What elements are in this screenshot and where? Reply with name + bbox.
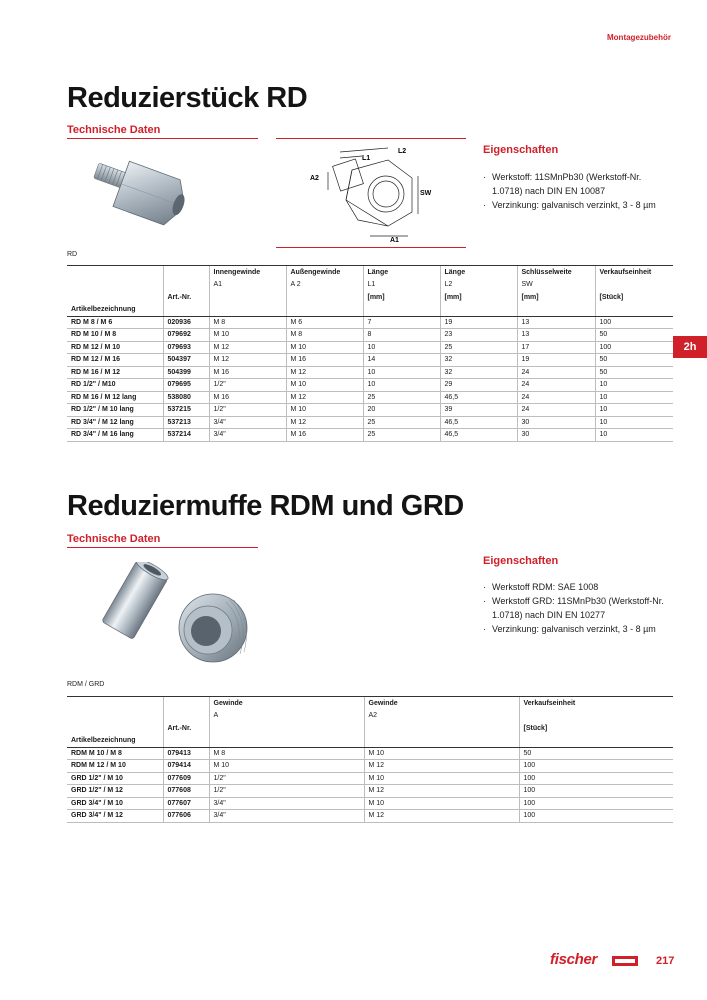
th-artikelbezeichnung: Artikelbezeichnung bbox=[67, 304, 163, 317]
drawing-label-a1: A1 bbox=[390, 237, 399, 244]
table-row bbox=[67, 404, 673, 417]
table-cell: 8 bbox=[363, 329, 440, 342]
section2-eigenschaften-title: Eigenschaften bbox=[483, 555, 559, 567]
table-cell: M 12 bbox=[286, 366, 363, 379]
page-category: Montagezubehör bbox=[607, 33, 671, 42]
section2-eigenschaften-list bbox=[483, 580, 673, 636]
fischer-logo-mark-icon bbox=[612, 956, 638, 966]
cell-artikel: RD M 10 / M 8 bbox=[67, 329, 163, 342]
cell-artikel: RD 1/2" / M 10 lang bbox=[67, 404, 163, 417]
table-cell: 17 bbox=[517, 341, 595, 354]
table-cell: M 6 bbox=[286, 316, 363, 329]
table-row bbox=[67, 810, 673, 823]
table-row bbox=[67, 416, 673, 429]
section1-subtitle-rule bbox=[67, 138, 258, 139]
eigenschaft-item: · Verzinkung: galvanisch verzinkt, 3 - 8 µm bbox=[483, 198, 673, 212]
th-gewinde-a: Gewinde bbox=[209, 697, 364, 710]
table-cell: 50 bbox=[595, 366, 673, 379]
cell-art-nr: 537214 bbox=[163, 429, 209, 442]
eigenschaft-item: · Verzinkung: galvanisch verzinkt, 3 - 8 µm bbox=[483, 622, 673, 636]
cell-art-nr: 079693 bbox=[163, 341, 209, 354]
table-cell: M 12 bbox=[364, 760, 519, 773]
table-cell: 25 bbox=[440, 341, 517, 354]
cell-art-nr: 537213 bbox=[163, 416, 209, 429]
table-cell: M 8 bbox=[209, 747, 364, 760]
table-cell: 50 bbox=[595, 354, 673, 367]
section2-subtitle: Technische Daten bbox=[67, 533, 161, 545]
table-cell: M 10 bbox=[286, 341, 363, 354]
rdm-grd-product-photo bbox=[96, 562, 256, 670]
table-cell: 20 bbox=[363, 404, 440, 417]
th-symbol: A1 bbox=[209, 279, 286, 292]
table-cell: 1/2" bbox=[209, 772, 364, 785]
table2-header-row bbox=[67, 697, 673, 710]
section1-caption: RD bbox=[67, 251, 78, 258]
table-cell: 1/2" bbox=[209, 785, 364, 798]
table-cell: 3/4" bbox=[209, 416, 286, 429]
table-cell: M 12 bbox=[364, 785, 519, 798]
table-row bbox=[67, 747, 673, 760]
table-cell: 100 bbox=[519, 810, 673, 823]
table-cell: 32 bbox=[440, 354, 517, 367]
table-cell: 24 bbox=[517, 366, 595, 379]
table-row bbox=[67, 797, 673, 810]
table2-header-row bbox=[67, 722, 673, 735]
section2-subtitle-rule bbox=[67, 547, 258, 548]
th-art-nr: Art.-Nr. bbox=[163, 291, 209, 304]
table-cell: M 12 bbox=[209, 354, 286, 367]
table2-header-row bbox=[67, 735, 673, 748]
cell-artikel: RDM M 10 / M 8 bbox=[67, 747, 163, 760]
table-cell: 30 bbox=[517, 429, 595, 442]
table-cell: M 16 bbox=[209, 391, 286, 404]
table-row bbox=[67, 379, 673, 392]
th-gewinde-a2: Gewinde bbox=[364, 697, 519, 710]
cell-artikel: GRD 3/4" / M 12 bbox=[67, 810, 163, 823]
cell-artikel: GRD 1/2" / M 10 bbox=[67, 772, 163, 785]
th-symbol: A bbox=[209, 710, 364, 723]
th-unit: [mm] bbox=[363, 291, 440, 304]
table-cell: 23 bbox=[440, 329, 517, 342]
cell-artikel: RD M 16 / M 12 bbox=[67, 366, 163, 379]
table-cell: M 10 bbox=[364, 772, 519, 785]
th-unit: [Stück] bbox=[519, 722, 673, 735]
table-cell: 100 bbox=[519, 797, 673, 810]
table-cell: 1/2" bbox=[209, 379, 286, 392]
cell-art-nr: 538080 bbox=[163, 391, 209, 404]
table-cell: 24 bbox=[517, 379, 595, 392]
cell-art-nr: 077606 bbox=[163, 810, 209, 823]
cell-artikel: RD 1/2" / M10 bbox=[67, 379, 163, 392]
table-cell: 14 bbox=[363, 354, 440, 367]
table-cell: M 8 bbox=[209, 316, 286, 329]
section2-caption: RDM / GRD bbox=[67, 681, 105, 688]
table-cell: 32 bbox=[440, 366, 517, 379]
th-innengewinde: Innengewinde bbox=[209, 266, 286, 279]
table-cell: 100 bbox=[519, 772, 673, 785]
th-schluesselweite: Schlüsselweite bbox=[517, 266, 595, 279]
table1-header-row bbox=[67, 279, 673, 292]
table-row bbox=[67, 316, 673, 329]
eigenschaft-item: · Werkstoff GRD: 11SMnPb30 (Werkstoff-Nr. 1.0718) nach DIN EN 10277 bbox=[483, 594, 673, 622]
table-cell: 50 bbox=[519, 747, 673, 760]
cell-artikel: GRD 1/2" / M 12 bbox=[67, 785, 163, 798]
table-cell: M 10 bbox=[364, 747, 519, 760]
cell-art-nr: 020936 bbox=[163, 316, 209, 329]
table-cell: 10 bbox=[595, 391, 673, 404]
table-row bbox=[67, 341, 673, 354]
th-laenge-l1: Länge bbox=[363, 266, 440, 279]
table2-header-row bbox=[67, 710, 673, 723]
table-cell: 50 bbox=[595, 329, 673, 342]
fischer-logo: fischer bbox=[550, 951, 598, 968]
table-cell: 10 bbox=[595, 404, 673, 417]
eigenschaft-item: · Werkstoff RDM: SAE 1008 bbox=[483, 580, 673, 594]
table1-header-row bbox=[67, 304, 673, 317]
table-cell: M 16 bbox=[286, 429, 363, 442]
th-aussengewinde: Außengewinde bbox=[286, 266, 363, 279]
cell-artikel: RD M 12 / M 10 bbox=[67, 341, 163, 354]
table-cell: M 8 bbox=[286, 329, 363, 342]
table-row bbox=[67, 429, 673, 442]
cell-artikel: RD M 12 / M 16 bbox=[67, 354, 163, 367]
table-cell: M 10 bbox=[209, 760, 364, 773]
section2-title: Reduziermuffe RDM und GRD bbox=[67, 490, 464, 522]
cell-artikel: GRD 3/4" / M 10 bbox=[67, 797, 163, 810]
cell-artikel: RD 3/4" / M 12 lang bbox=[67, 416, 163, 429]
cell-art-nr: 504397 bbox=[163, 354, 209, 367]
th-symbol: A 2 bbox=[286, 279, 363, 292]
table-cell: 100 bbox=[595, 316, 673, 329]
table-cell: 24 bbox=[517, 404, 595, 417]
cell-art-nr: 079692 bbox=[163, 329, 209, 342]
table-row bbox=[67, 785, 673, 798]
section1-drawing-bottom-rule bbox=[276, 247, 466, 248]
th-symbol: SW bbox=[517, 279, 595, 292]
table1-header-row bbox=[67, 266, 673, 279]
table-row bbox=[67, 772, 673, 785]
rdm-grd-spec-table bbox=[67, 697, 673, 823]
table-cell: 24 bbox=[517, 391, 595, 404]
table-cell: 10 bbox=[363, 366, 440, 379]
table-cell: 100 bbox=[595, 341, 673, 354]
table1-header-row bbox=[67, 291, 673, 304]
rd-spec-table bbox=[67, 266, 673, 442]
cell-art-nr: 079695 bbox=[163, 379, 209, 392]
th-artikelbezeichnung: Artikelbezeichnung bbox=[67, 735, 163, 748]
table-row bbox=[67, 329, 673, 342]
table-cell: 10 bbox=[595, 429, 673, 442]
eigenschaft-item: · Werkstoff: 11SMnPb30 (Werkstoff-Nr. 1.0718) nach DIN EN 10087 bbox=[483, 170, 673, 198]
section1-eigenschaften-list bbox=[483, 170, 673, 212]
table-cell: 19 bbox=[440, 316, 517, 329]
section1-drawing-top-rule bbox=[276, 138, 466, 139]
section1-eigenschaften-title: Eigenschaften bbox=[483, 144, 559, 156]
table-cell: M 10 bbox=[286, 379, 363, 392]
table-cell: 13 bbox=[517, 316, 595, 329]
cell-art-nr: 079413 bbox=[163, 747, 209, 760]
th-symbol: L1 bbox=[363, 279, 440, 292]
table-cell: 39 bbox=[440, 404, 517, 417]
drawing-label-l2: L2 bbox=[398, 148, 407, 155]
table-cell: 46,5 bbox=[440, 429, 517, 442]
table-cell: 25 bbox=[363, 416, 440, 429]
drawing-label-sw: SW bbox=[420, 190, 432, 197]
table-cell: 30 bbox=[517, 416, 595, 429]
th-laenge-l2: Länge bbox=[440, 266, 517, 279]
table-cell: M 12 bbox=[364, 810, 519, 823]
table-cell: M 16 bbox=[286, 354, 363, 367]
table-cell: 100 bbox=[519, 785, 673, 798]
section1-subtitle: Technische Daten bbox=[67, 124, 161, 136]
cell-art-nr: 077609 bbox=[163, 772, 209, 785]
table-cell: 1/2" bbox=[209, 404, 286, 417]
table-row bbox=[67, 366, 673, 379]
table-cell: 100 bbox=[519, 760, 673, 773]
th-unit: [mm] bbox=[440, 291, 517, 304]
cell-art-nr: 537215 bbox=[163, 404, 209, 417]
table-cell: 13 bbox=[517, 329, 595, 342]
th-verkaufseinheit: Verkaufseinheit bbox=[595, 266, 673, 279]
table-cell: 3/4" bbox=[209, 429, 286, 442]
table-cell: 7 bbox=[363, 316, 440, 329]
table-cell: M 10 bbox=[209, 329, 286, 342]
cell-artikel: RD 3/4" / M 16 lang bbox=[67, 429, 163, 442]
table-cell: 25 bbox=[363, 391, 440, 404]
table-cell: M 12 bbox=[209, 341, 286, 354]
table-cell: 10 bbox=[363, 379, 440, 392]
cell-artikel: RD M 8 / M 6 bbox=[67, 316, 163, 329]
cell-art-nr: 077607 bbox=[163, 797, 209, 810]
table-cell: M 10 bbox=[364, 797, 519, 810]
table-cell: 10 bbox=[595, 416, 673, 429]
rd-technical-drawing bbox=[300, 142, 440, 246]
th-verkaufseinheit: Verkaufseinheit bbox=[519, 697, 673, 710]
table-cell: 25 bbox=[363, 429, 440, 442]
table-row bbox=[67, 760, 673, 773]
rd-product-photo bbox=[82, 150, 192, 242]
drawing-label-a2: A2 bbox=[310, 175, 319, 182]
th-unit: [Stück] bbox=[595, 291, 673, 304]
th-art-nr: Art.-Nr. bbox=[163, 722, 209, 735]
page-number: 217 bbox=[656, 955, 675, 967]
cell-artikel: RDM M 12 / M 10 bbox=[67, 760, 163, 773]
section1-title: Reduzierstück RD bbox=[67, 82, 308, 114]
table-cell: 3/4" bbox=[209, 797, 364, 810]
table-cell: 46,5 bbox=[440, 416, 517, 429]
cell-art-nr: 504399 bbox=[163, 366, 209, 379]
table-cell: 3/4" bbox=[209, 810, 364, 823]
th-symbol: L2 bbox=[440, 279, 517, 292]
th-symbol: A2 bbox=[364, 710, 519, 723]
table-row bbox=[67, 354, 673, 367]
cell-art-nr: 079414 bbox=[163, 760, 209, 773]
table-row bbox=[67, 391, 673, 404]
cell-art-nr: 077608 bbox=[163, 785, 209, 798]
chapter-tab[interactable]: 2h bbox=[673, 336, 707, 358]
table-cell: 10 bbox=[363, 341, 440, 354]
cell-artikel: RD M 16 / M 12 lang bbox=[67, 391, 163, 404]
table-cell: M 16 bbox=[209, 366, 286, 379]
table-cell: M 12 bbox=[286, 416, 363, 429]
th-unit: [mm] bbox=[517, 291, 595, 304]
table-cell: 10 bbox=[595, 379, 673, 392]
table-cell: 46,5 bbox=[440, 391, 517, 404]
table-cell: 29 bbox=[440, 379, 517, 392]
table-cell: M 12 bbox=[286, 391, 363, 404]
table-cell: M 10 bbox=[286, 404, 363, 417]
drawing-label-l1: L1 bbox=[362, 155, 371, 162]
table-cell: 19 bbox=[517, 354, 595, 367]
